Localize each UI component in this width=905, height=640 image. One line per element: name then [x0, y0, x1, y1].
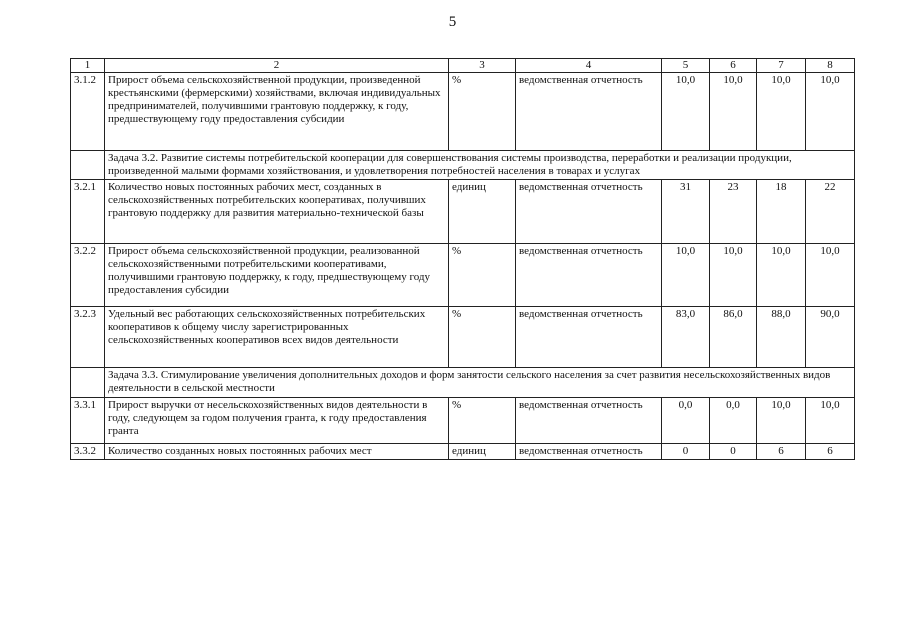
indicators-table [70, 58, 855, 460]
row-value-6: 86,0 [710, 307, 757, 368]
task-row-empty-cell [71, 151, 105, 180]
row-name: Количество новых постоянных рабочих мест, созданных в сельскохозяйственных потребительских кооперативах, получивших грантовую поддержку для развития материально-технической базы [105, 180, 449, 244]
table-row [71, 180, 855, 244]
row-value-7: 88,0 [757, 307, 806, 368]
row-id: 3.2.2 [71, 244, 105, 307]
row-value-7: 10,0 [757, 73, 806, 151]
row-value-8: 6 [806, 444, 855, 460]
row-source: ведомственная отчетность [516, 398, 662, 444]
row-unit: % [449, 307, 516, 368]
task-row-empty-cell [71, 368, 105, 398]
row-value-5: 10,0 [662, 73, 710, 151]
row-unit: % [449, 244, 516, 307]
row-id: 3.1.2 [71, 73, 105, 151]
header-cell-8: 8 [806, 59, 855, 73]
row-source: ведомственная отчетность [516, 244, 662, 307]
row-unit: % [449, 73, 516, 151]
table-row [71, 444, 855, 460]
row-id: 3.2.1 [71, 180, 105, 244]
row-id: 3.3.1 [71, 398, 105, 444]
row-value-6: 10,0 [710, 244, 757, 307]
row-value-7: 18 [757, 180, 806, 244]
row-id: 3.3.2 [71, 444, 105, 460]
row-name: Прирост объема сельскохозяйственной продукции, реализованной сельскохозяйственными потребительскими кооперативами, получившими грантовую поддержку, к году, предшествующему году предоставления субсидии [105, 244, 449, 307]
table-row [71, 244, 855, 307]
table-row [71, 307, 855, 368]
row-source: ведомственная отчетность [516, 73, 662, 151]
row-value-6: 0 [710, 444, 757, 460]
row-value-7: 10,0 [757, 398, 806, 444]
row-value-7: 6 [757, 444, 806, 460]
header-cell-4: 4 [516, 59, 662, 73]
row-name: Удельный вес работающих сельскохозяйственных потребительских кооперативов к общему числу зарегистрированных сельскохозяйственных кооперативов всех видов деятельности [105, 307, 449, 368]
task-row [71, 368, 855, 398]
row-name: Прирост объема сельскохозяйственной продукции, произведенной крестьянскими (фермерскими) хозяйствами, включая индивидуальных предпринимателей, получившими грантовую поддержку, к году, предшествующему году предоставления субсидии [105, 73, 449, 151]
header-cell-1: 1 [71, 59, 105, 73]
row-value-5: 10,0 [662, 244, 710, 307]
row-value-6: 0,0 [710, 398, 757, 444]
header-cell-2: 2 [105, 59, 449, 73]
row-value-8: 10,0 [806, 398, 855, 444]
task-row [71, 151, 855, 180]
row-value-8: 10,0 [806, 244, 855, 307]
row-value-8: 22 [806, 180, 855, 244]
row-unit: единиц [449, 444, 516, 460]
row-value-6: 23 [710, 180, 757, 244]
row-source: ведомственная отчетность [516, 180, 662, 244]
row-name: Прирост выручки от несельскохозяйственных видов деятельности в году, следующем за годом получения гранта, к году предоставления гранта [105, 398, 449, 444]
row-value-5: 83,0 [662, 307, 710, 368]
page-number: 5 [448, 14, 457, 30]
row-name: Количество созданных новых постоянных рабочих мест [105, 444, 449, 460]
row-value-5: 0,0 [662, 398, 710, 444]
header-cell-7: 7 [757, 59, 806, 73]
row-unit: единиц [449, 180, 516, 244]
task-title: Задача 3.3. Стимулирование увеличения дополнительных доходов и форм занятости сельского населения за счет развития несельскохозяйственных видов деятельности в сельской местности [105, 368, 855, 398]
header-cell-5: 5 [662, 59, 710, 73]
row-id: 3.2.3 [71, 307, 105, 368]
task-title: Задача 3.2. Развитие системы потребительской кооперации для совершенствования системы производства, переработки и реализации продукции, произведенной малыми формами хозяйствования, и удовлетворения потребностей населения в товарах и услугах [105, 151, 855, 180]
row-value-7: 10,0 [757, 244, 806, 307]
header-cell-3: 3 [449, 59, 516, 73]
table-row [71, 398, 855, 444]
row-source: ведомственная отчетность [516, 307, 662, 368]
table-row [71, 73, 855, 151]
row-unit: % [449, 398, 516, 444]
row-value-5: 0 [662, 444, 710, 460]
row-value-8: 10,0 [806, 73, 855, 151]
row-source: ведомственная отчетность [516, 444, 662, 460]
row-value-5: 31 [662, 180, 710, 244]
row-value-8: 90,0 [806, 307, 855, 368]
table-header-row [71, 59, 855, 73]
header-cell-6: 6 [710, 59, 757, 73]
row-value-6: 10,0 [710, 73, 757, 151]
